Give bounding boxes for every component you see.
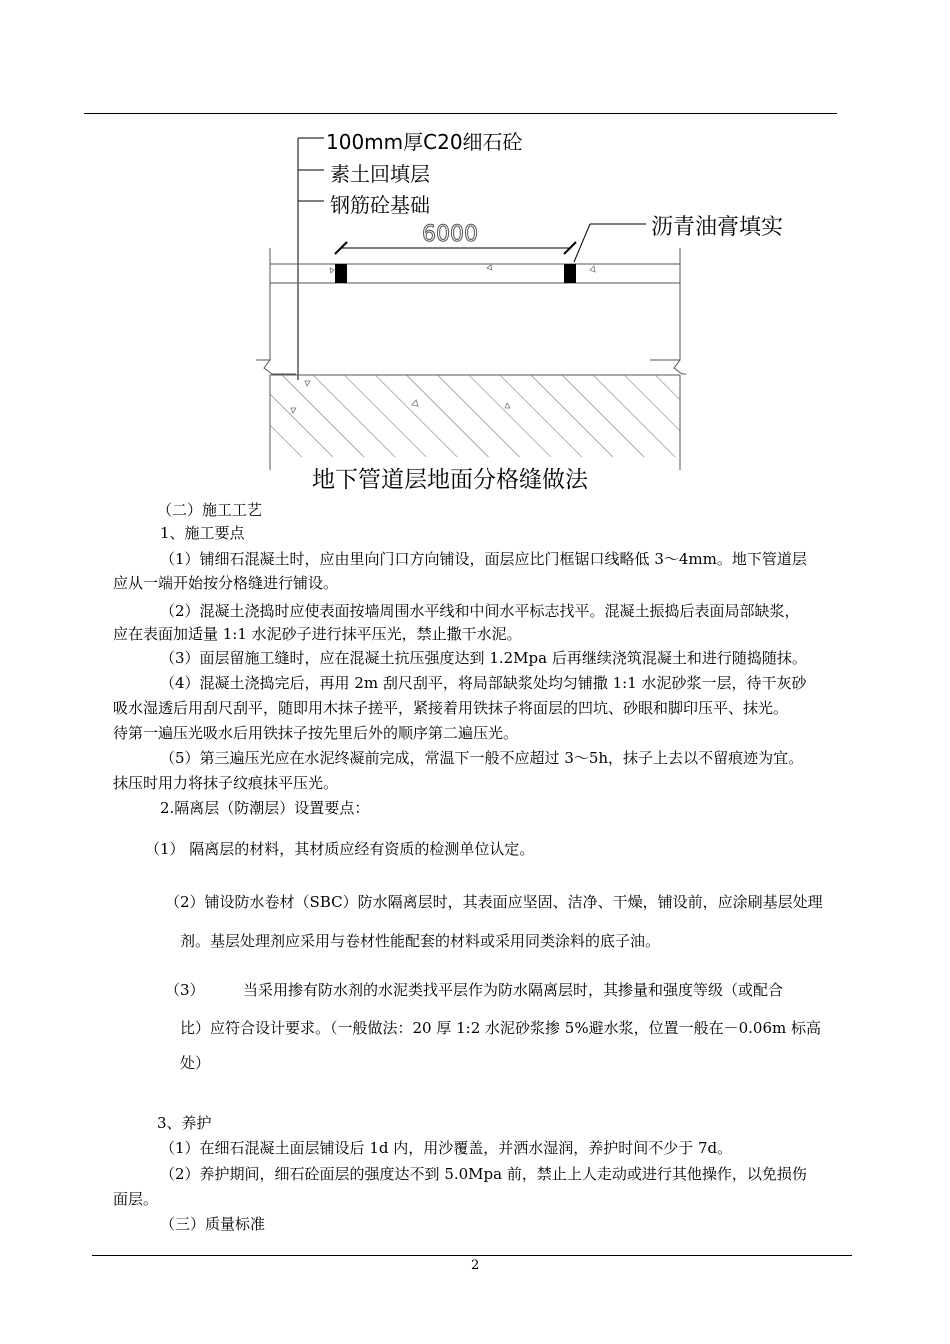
- p1-line2: 应从一端开始按分格缝进行铺设。: [113, 574, 339, 592]
- section-title: （二）施工工艺: [157, 501, 263, 519]
- label-foundation: 钢筋砼基础: [330, 193, 430, 217]
- sub2-title: 2.隔离层（防潮层）设置要点：: [160, 799, 370, 817]
- q1: （1） 隔离层的材料，其材质应经有资质的检测单位认定。: [145, 840, 535, 858]
- page-number: 2: [471, 1258, 480, 1273]
- r2-line2: 面层。: [113, 1190, 159, 1208]
- q2-line2: 剂。基层处理剂应采用与卷材性能配套的材料或采用同类涂料的底子油。: [180, 932, 661, 950]
- p3-line1: （3）面层留施工缝时，应在混凝土抗压强度达到 1.2Mpa 后再继续浇筑混凝土和进行随捣随抹。: [160, 649, 807, 667]
- label-filler: 沥青油膏填实: [651, 215, 784, 240]
- r1: （1）在细石混凝土面层铺设后 1d 内，用沙覆盖，并洒水湿润，养护时间不少于 7d。: [160, 1139, 733, 1157]
- p2-line2: 应在表面加适量 1:1 水泥砂子进行抹平压光，禁止撒干水泥。: [113, 625, 522, 643]
- q3-number: （3）: [165, 981, 205, 999]
- p1-line1: （1）铺细石混凝土时，应由里向门口方向铺设，面层应比门框锯口线略低 3～4mm。地下管道层: [160, 550, 807, 568]
- q2-line1: （2）铺设防水卷材（SBC）防水隔离层时，其表面应坚固、洁净、干燥，铺设前，应涂刷基层处理: [165, 893, 823, 911]
- q3-line2: 比）应符合设计要求。（一般做法：20 厚 1:2 水泥砂浆掺 5%避水浆，位置一般在－0.06m 标高: [180, 1019, 821, 1037]
- q3-line1: 当采用掺有防水剂的水泥类找平层作为防水隔离层时，其掺量和强度等级（或配合: [243, 981, 784, 999]
- p4-line1: （4）混凝土浇捣完后，再用 2m 刮尺刮平，将局部缺浆处均匀铺撒 1:1 水泥砂浆一层，待干灰砂: [160, 674, 807, 692]
- footer-rule: [92, 1255, 852, 1256]
- p4-line3: 待第一遍压光吸水后用铁抹子按先里后外的顺序第二遍压光。: [113, 724, 519, 742]
- label-backfill-layer: 素土回填层: [330, 162, 430, 186]
- p5-line1: （5）第三遍压光应在水泥终凝前完成，常温下一般不应超过 3～5h，抹子上去以不留痕迹为宜。: [160, 749, 804, 767]
- p2-line1: （2）混凝土浇捣时应使表面按墙周围水平线和中间水平标志找平。混凝土振捣后表面局部缺浆，: [160, 602, 800, 620]
- sub1-title: 1、施工要点: [160, 524, 245, 542]
- sub3-title: 3、养护: [157, 1114, 212, 1132]
- label-top-layer: 100mm厚C20细石砼: [326, 130, 523, 154]
- p5-line2: 抹压时用力将抹子纹痕抹平压光。: [113, 774, 339, 792]
- q3-line3: 处）: [180, 1054, 211, 1072]
- figure-caption: 地下管道层地面分格缝做法: [312, 467, 588, 493]
- r2-line1: （2）养护期间，细石砼面层的强度达不到 5.0Mpa 前，禁止上人走动或进行其他操作，以免损伤: [160, 1165, 807, 1183]
- section3-title: （三）质量标准: [160, 1215, 266, 1233]
- p4-line2: 吸水湿透后用刮尺刮平，随即用木抹子搓平，紧接着用铁抹子将面层的凹坑、砂眼和脚印压平、抹光。: [113, 699, 789, 717]
- dimension-label: 6000: [422, 222, 478, 247]
